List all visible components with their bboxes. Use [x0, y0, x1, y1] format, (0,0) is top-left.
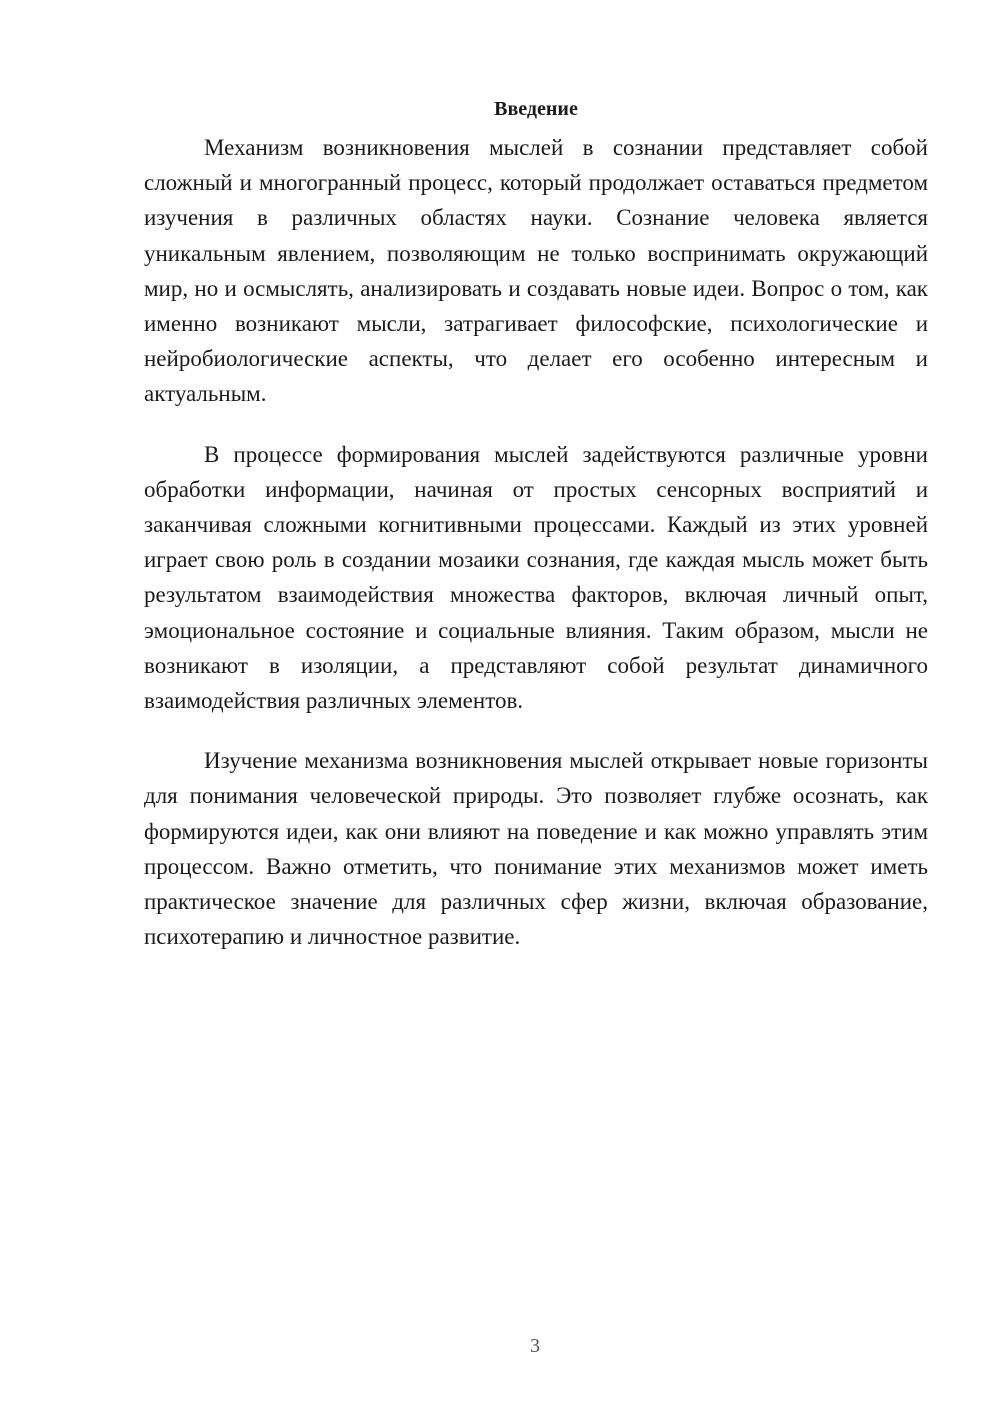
paragraph-3: Изучение механизма возникновения мыслей открывает новые горизонты для понимания человеческой природы. Это позволяет глубже осознать, как формируются идеи, как они влияют на поведение и как можно управлять этим процессом. Важно отметить, что понимание этих механизмов может иметь практическое значение для различных сфер жизни, включая образование, психотерапию и личностное развитие. [144, 748, 928, 950]
page-content [144, 94, 928, 979]
page-number: 3 [530, 1335, 540, 1357]
section-title: Введение [494, 98, 578, 120]
paragraph-1: Механизм возникновения мыслей в сознании представляет собой сложный и многогранный процесс, который продолжает оставаться предметом изучения в различных областях науки. Сознание человека является уникальным явлением, позволяющим не только воспринимать окружающий мир, но и осмыслять, анализировать и создавать новые идеи. Вопрос о том, как именно возникают мысли, затрагивает философские, психологические и нейробиологические аспекты, что делает его особенно интересным и актуальным. [144, 135, 928, 407]
paragraph-2: В процессе формирования мыслей задействуются различные уровни обработки информации, начиная от простых сенсорных восприятий и заканчивая сложными когнитивными процессами. Каждый из этих уровней играет свою роль в создании мозаики сознания, где каждая мысль может быть результатом взаимодействия множества факторов, включая личный опыт, эмоциональное состояние и социальные влияния. Таким образом, мысли не возникают в изоляции, а представляют собой результат динамичного взаимодействия различных элементов. [144, 441, 928, 714]
